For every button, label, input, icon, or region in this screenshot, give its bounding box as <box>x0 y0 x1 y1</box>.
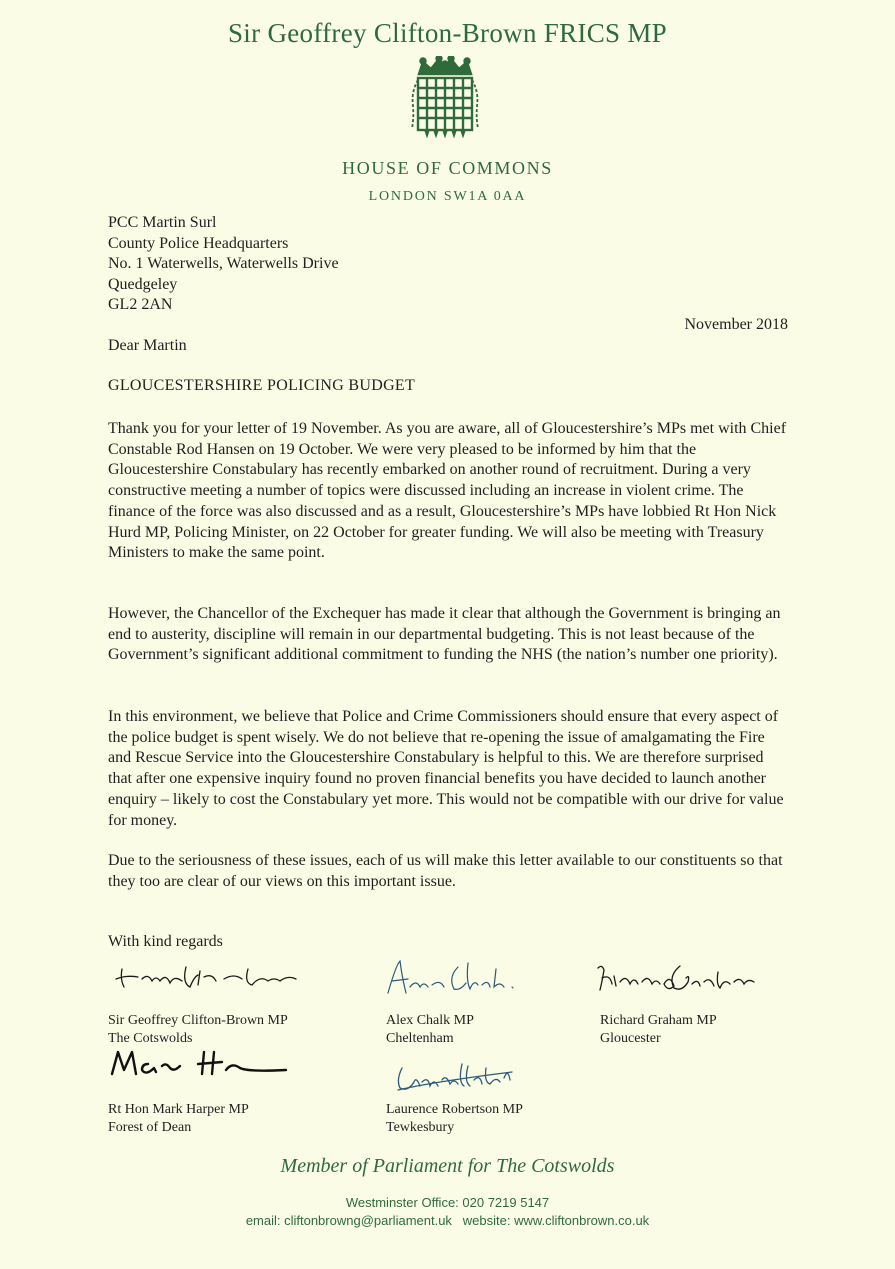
salutation: Dear Martin <box>108 337 187 354</box>
house-of-commons-heading: HOUSE OF COMMONS <box>342 158 553 178</box>
signatory-name: Laurence Robertson MP <box>386 1102 523 1117</box>
letterhead-name: Sir Geoffrey Clifton-Brown FRICS MP <box>227 18 668 48</box>
signatory-name: Sir Geoffrey Clifton-Brown MP <box>108 1013 288 1028</box>
signatory-name: Richard Graham MP <box>600 1013 717 1028</box>
subject-line: GLOUCESTERSHIRE POLICING BUDGET <box>108 377 416 394</box>
signatory-name: Rt Hon Mark Harper MP <box>108 1102 249 1117</box>
signatory-block <box>600 1012 717 1048</box>
closing: With kind regards <box>108 933 223 950</box>
signature-graham <box>594 960 759 996</box>
signatory-block <box>108 1101 249 1137</box>
footer-contact: email: cliftonbrowng@parliament.uk website: www.cliftonbrown.co.uk <box>245 1213 650 1228</box>
signatory-block <box>386 1012 474 1048</box>
recipient-address <box>108 213 339 316</box>
signatory-constituency: Tewkesbury <box>386 1120 455 1135</box>
footer-office: Westminster Office: 020 7219 5147 <box>345 1195 550 1210</box>
signatory-constituency: The Cotswolds <box>108 1031 193 1046</box>
signature-harper <box>108 1044 290 1080</box>
footer-title: Member of Parliament for The Cotswolds <box>280 1155 615 1177</box>
address-line: County Police Headquarters <box>108 234 289 252</box>
house-address: LONDON SW1A 0AA <box>368 189 527 204</box>
signatory-constituency: Forest of Dean <box>108 1120 192 1135</box>
signature-clifton-brown <box>112 957 302 997</box>
address-line: No. 1 Waterwells, Waterwells Drive <box>108 255 339 272</box>
address-line: Quedgeley <box>108 275 178 293</box>
body-paragraph: Thank you for your letter of 19 November. As you are aware, all of Gloucestershire’s MPs met with Chief Constable Rod Hansen on 19 October. We were very pleased to be informed by him that the Gloucestershire Constabulary has recently embarked on another round of recruitment. During a very constructive meeting a number of topics were discussed including an increase in violent crime. The finance of the force was also discussed and as a result, Gloucestershire’s MPs have lobbied Rt Hon Nick Hurd MP, Policing Minister, on 22 October for greater funding. We will also be meeting with Treasury Ministers to make the same point. <box>108 420 787 562</box>
signature-chalk <box>382 957 532 999</box>
address-line: GL2 2AN <box>108 296 173 313</box>
body-paragraph: In this environment, we believe that Police and Crime Commissioners should ensure that every aspect of the police budget is spent wisely. We do not believe that re-opening the issue of amalgamating the Fire and Rescue Service into the Gloucestershire Constabulary is helpful to this. We are therefore surprised that after one expensive inquiry found no proven financial benefits you have decided to launch another enquiry – likely to cost the Constabulary yet more. This would not be compatible with our drive for value for money. <box>108 708 784 829</box>
signatory-constituency: Gloucester <box>600 1031 661 1046</box>
signatory-block <box>386 1101 523 1137</box>
letter-date: November 2018 <box>684 316 788 333</box>
signature-robertson <box>392 1058 522 1096</box>
body-paragraph: However, the Chancellor of the Exchequer has made it clear that although the Government is bringing an end to austerity, discipline will remain in our departmental budgeting. This is not least because of the Government’s significant additional commitment to funding the NHS (the nation’s number one priority). <box>108 605 781 664</box>
body-paragraph: Due to the seriousness of these issues, each of us will make this letter available to our constituents so that they too are clear of our views on this important issue. <box>108 852 783 890</box>
address-line: PCC Martin Surl <box>108 214 217 231</box>
signatory-name: Alex Chalk MP <box>386 1013 474 1028</box>
signatory-block <box>108 1012 288 1048</box>
signatory-constituency: Cheltenham <box>386 1031 454 1046</box>
portcullis-icon <box>409 56 481 138</box>
